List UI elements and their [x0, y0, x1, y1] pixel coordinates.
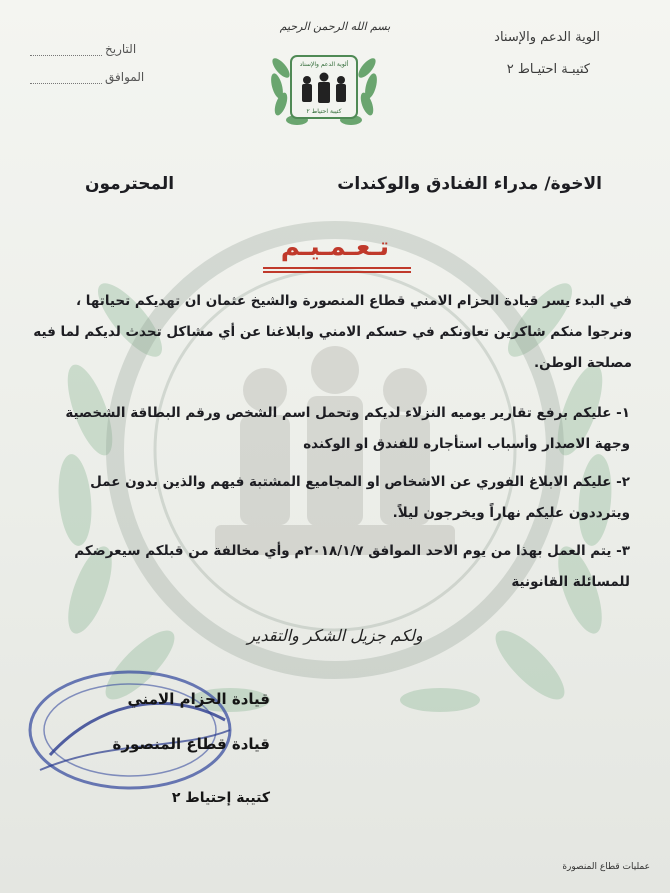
- basmala: بسم الله الرحمن الرحيم: [279, 20, 391, 33]
- signature-line-3: كتيبة إحتياط ٢: [171, 790, 270, 806]
- svg-text:كتيبة احتياط ٢: كتيبة احتياط ٢: [306, 108, 342, 115]
- instruction-item: ٣- يتم العمل بهذا من يوم الاحد الموافق ٢٠١٨/١/٧م وأي مخالفة من قبلكم سيعرضكم للمسائلة القانونية: [74, 543, 630, 590]
- title-underline: [263, 267, 411, 269]
- agree-date-line: [30, 83, 102, 84]
- unit-logo-icon: [265, 42, 383, 130]
- official-stamp-icon: [20, 660, 240, 800]
- svg-text:ألوية الدعم والإسناد: ألوية الدعم والإسناد: [299, 61, 349, 68]
- date-label: التاريخ: [105, 42, 137, 56]
- org-name: الوية الدعم والإسناد: [494, 30, 600, 45]
- signature-line-1: قيادة الحزام الامني: [127, 690, 270, 708]
- signature-line-2: قيادة قطاع المنصورة: [112, 735, 270, 753]
- battalion-name: كتيبـة احتيـاط ٢: [506, 62, 590, 77]
- respected-label: المحترمون: [85, 174, 175, 194]
- agree-date-label: الموافق: [105, 70, 145, 84]
- instruction-item: ٢- عليكم الابلاغ الفوري عن الاشخاص او المجاميع المشتبة فيهم والذين بدون عمل ويترددون عليكم نهاراً ويخرجون ليلاً.: [90, 474, 630, 521]
- title-underline: [263, 271, 411, 273]
- intro-paragraph: في البدء يسر قيادة الحزام الامني قطاع المنصورة والشيخ عثمان ان تهديكم تحياتها ، ونرجوا منكم شاكرين تعاونكم في حسكم الامني وابلاغنا عن أي مشاكل تحدث لديكم لما فيه مصلحة الوطن.: [33, 293, 632, 371]
- date-line: [30, 55, 102, 56]
- closing-thanks: ولكم جزيل الشكر والتقدير: [247, 626, 423, 645]
- circular-title: تـعـمـيـم: [280, 232, 390, 262]
- addressee-line: الاخوة/ مدراء الفنادق والوكندات: [337, 174, 602, 194]
- instruction-item: ١- عليكم برفع تقارير يوميه النزلاء لديكم وتحمل اسم الشخص ورقم البطاقة الشخصية وجهة الاصدار وأسباب استأجاره للفندق او الوكنده: [65, 405, 630, 452]
- footer-note: عمليات قطاع المنصورة: [562, 862, 650, 872]
